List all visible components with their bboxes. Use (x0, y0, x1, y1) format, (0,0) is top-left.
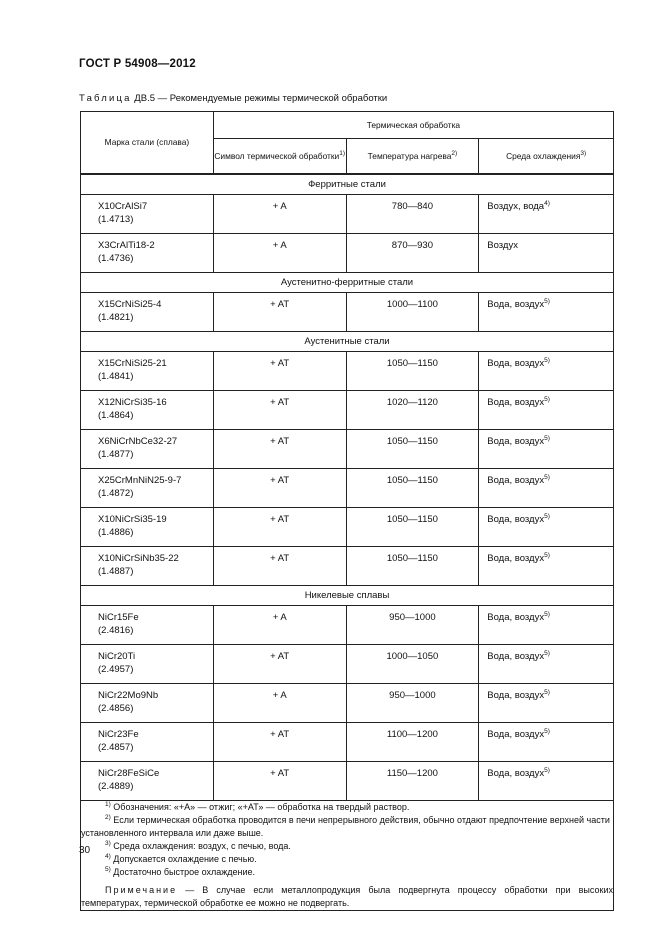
medium-cell (479, 547, 614, 586)
symbol-cell: + AT (213, 430, 346, 469)
table-row (81, 762, 614, 801)
grade-name: X10NiCrSiNb35-22 (98, 553, 179, 564)
group-row (81, 332, 614, 352)
footnote-text: Достаточно быстрое охлаждение. (113, 867, 256, 877)
symbol-cell: + A (213, 234, 346, 273)
group-row (81, 174, 614, 195)
table-caption (79, 93, 387, 104)
footnote (81, 853, 613, 866)
footnote-ref: 5) (544, 689, 550, 696)
footnote-ref: 5) (544, 767, 550, 774)
col-header-medium-text: Среда охлаждения (506, 150, 581, 161)
col-header-symbol-text: Символ термической обработки (214, 150, 340, 161)
table-note (81, 884, 613, 910)
medium-cell (479, 293, 614, 332)
temperature-cell: 1050—1150 (346, 352, 479, 391)
temperature-cell: 950—1000 (346, 684, 479, 723)
footnote (81, 814, 613, 840)
document-header: ГОСТ Р 54908—2012 (79, 58, 196, 70)
medium-cell (479, 391, 614, 430)
medium-text: Вода, воздух (487, 690, 545, 701)
medium-cell (479, 606, 614, 645)
group-title: Ферритные стали (81, 174, 614, 195)
temperature-cell: 1050—1150 (346, 547, 479, 586)
grade-name: X12NiCrSi35-16 (98, 397, 167, 408)
footnote-ref: 5) (544, 611, 550, 618)
medium-text: Вода, воздух (487, 514, 545, 525)
grade-name: X15CrNiSi25-21 (98, 358, 167, 369)
footnote-ref: 2) (451, 149, 458, 157)
symbol-cell: + AT (213, 469, 346, 508)
table-row (81, 195, 614, 234)
grade-name: NiCr28FeSiCe (98, 768, 160, 779)
table-row (81, 430, 614, 469)
symbol-cell: + AT (213, 352, 346, 391)
temperature-cell: 1020—1120 (346, 391, 479, 430)
grade-cell (81, 352, 214, 391)
grade-name: X3CrAlTi18-2 (98, 240, 155, 251)
grade-cell (81, 684, 214, 723)
grade-code: (2.4856) (98, 703, 134, 714)
col-header-temperature (346, 139, 479, 175)
footnote-ref: 5) (544, 435, 550, 442)
footnote-mark: 3) (105, 840, 111, 847)
footnote-ref: 5) (544, 728, 550, 735)
temperature-cell: 1050—1150 (346, 508, 479, 547)
medium-text: Воздух (487, 240, 518, 251)
footnote (81, 866, 613, 879)
heat-treatment-table (80, 111, 614, 911)
symbol-cell: + AT (213, 508, 346, 547)
grade-code: (1.4864) (98, 410, 134, 421)
medium-text: Вода, воздух (487, 436, 545, 447)
footnote (81, 801, 613, 814)
table-row (81, 547, 614, 586)
temperature-cell: 780—840 (346, 195, 479, 234)
grade-code: (2.4857) (98, 742, 134, 753)
grade-cell (81, 293, 214, 332)
grade-cell (81, 508, 214, 547)
medium-cell (479, 195, 614, 234)
group-title: Никелевые сплавы (81, 586, 614, 606)
table-row (81, 469, 614, 508)
grade-cell (81, 430, 214, 469)
col-header-temperature-text: Температура нагрева (367, 150, 452, 161)
temperature-cell: 950—1000 (346, 606, 479, 645)
grade-name: X25CrMnNiN25-9-7 (98, 475, 182, 486)
grade-cell (81, 762, 214, 801)
medium-cell (479, 723, 614, 762)
grade-cell (81, 723, 214, 762)
grade-cell (81, 391, 214, 430)
grade-cell (81, 234, 214, 273)
grade-cell (81, 195, 214, 234)
medium-text: Вода, воздух (487, 612, 545, 623)
medium-text: Вода, воздух (487, 768, 545, 779)
medium-text: Вода, воздух (487, 299, 545, 310)
table-row (81, 645, 614, 684)
grade-name: X15CrNiSi25-4 (98, 299, 162, 310)
symbol-cell: + A (213, 606, 346, 645)
medium-text: Вода, воздух (487, 397, 545, 408)
caption-label: Таблица (79, 93, 132, 104)
medium-cell (479, 684, 614, 723)
footnote-text: Если термическая обработка проводится в печи непрерывного действия, обычно отдают предпочтение верхней части установленного интервала или даже выше. (81, 815, 610, 838)
grade-name: NiCr22Mo9Nb (98, 690, 159, 701)
footnote-text: Допускается охлаждение с печью. (113, 854, 257, 864)
group-row (81, 586, 614, 606)
symbol-cell: + A (213, 684, 346, 723)
temperature-cell: 870—930 (346, 234, 479, 273)
footnote-ref: 1) (339, 149, 346, 157)
footnote-text: Обозначения: «+А» — отжиг; «+АТ» — обработка на твердый раствор. (113, 802, 410, 812)
grade-cell (81, 547, 214, 586)
symbol-cell: + AT (213, 645, 346, 684)
note-text: — В случае если металлопродукция была подвергнута процессу обработки при высоких температурах, термической обработке ее можно не подвергать. (81, 885, 613, 908)
grade-code: (1.4887) (98, 566, 134, 577)
medium-text: Вода, воздух (487, 729, 545, 740)
medium-text: Вода, воздух (487, 553, 545, 564)
footnote-ref: 5) (544, 650, 550, 657)
footnotes (81, 801, 613, 879)
medium-cell (479, 430, 614, 469)
footnote-ref: 5) (544, 513, 550, 520)
medium-cell (479, 234, 614, 273)
temperature-cell: 1050—1150 (346, 430, 479, 469)
table-row (81, 234, 614, 273)
temperature-cell: 1100—1200 (346, 723, 479, 762)
symbol-cell: + AT (213, 547, 346, 586)
grade-name: X6NiCrNbCe32-27 (98, 436, 178, 447)
grade-name: NiCr15Fe (98, 612, 139, 623)
table-row (81, 352, 614, 391)
grade-name: X10NiCrSi35-19 (98, 514, 167, 525)
group-title: Аустенитные стали (81, 332, 614, 352)
medium-text: Вода, воздух (487, 475, 545, 486)
group-title: Аустенитно-ферритные стали (81, 273, 614, 293)
caption-title: — Рекомендуемые режимы термической обработки (157, 93, 388, 104)
medium-text: Вода, воздух (487, 358, 545, 369)
grade-code: (2.4957) (98, 664, 134, 675)
symbol-cell: + AT (213, 391, 346, 430)
grade-code: (1.4841) (98, 371, 134, 382)
page-number: 30 (79, 845, 91, 856)
table-row (81, 391, 614, 430)
grade-cell (81, 606, 214, 645)
note-label: Примечание (105, 885, 178, 895)
temperature-cell: 1150—1200 (346, 762, 479, 801)
grade-name: X10CrAlSi7 (98, 201, 148, 212)
col-header-medium (479, 139, 614, 175)
medium-cell (479, 352, 614, 391)
col-header-grade: Марка стали (сплава) (81, 112, 214, 175)
symbol-cell: + AT (213, 293, 346, 332)
medium-cell (479, 762, 614, 801)
grade-code: (1.4713) (98, 214, 134, 225)
footnote-ref: 5) (544, 396, 550, 403)
grade-name: NiCr23Fe (98, 729, 139, 740)
grade-code: (1.4886) (98, 527, 134, 538)
table-row (81, 293, 614, 332)
col-header-group: Термическая обработка (213, 112, 613, 139)
footnote-text: Среда охлаждения: воздух, с печью, вода. (113, 841, 291, 851)
table-row (81, 723, 614, 762)
symbol-cell: + A (213, 195, 346, 234)
footnote-ref: 5) (544, 298, 550, 305)
footnote-mark: 4) (105, 853, 111, 860)
temperature-cell: 1050—1150 (346, 469, 479, 508)
footnote-mark: 1) (105, 801, 111, 808)
grade-cell (81, 469, 214, 508)
medium-cell (479, 469, 614, 508)
table-notes (81, 801, 614, 911)
table-row (81, 684, 614, 723)
medium-cell (479, 645, 614, 684)
grade-cell (81, 645, 214, 684)
grade-code: (1.4821) (98, 312, 134, 323)
grade-code: (2.4816) (98, 625, 134, 636)
caption-number: ДВ.5 (134, 93, 155, 104)
footnote-ref: 4) (544, 200, 550, 207)
grade-code: (1.4736) (98, 253, 134, 264)
footnote-ref: 5) (544, 474, 550, 481)
group-row (81, 273, 614, 293)
medium-text: Воздух, вода (487, 201, 545, 212)
grade-code: (2.4889) (98, 781, 134, 792)
footnote-ref: 5) (544, 552, 550, 559)
medium-cell (479, 508, 614, 547)
temperature-cell: 1000—1050 (346, 645, 479, 684)
footnote-ref: 3) (580, 149, 587, 157)
symbol-cell: + AT (213, 723, 346, 762)
table-row (81, 508, 614, 547)
footnote-mark: 2) (105, 814, 111, 821)
temperature-cell: 1000—1100 (346, 293, 479, 332)
grade-name: NiCr20Ti (98, 651, 136, 662)
footnote-mark: 5) (105, 866, 111, 873)
col-header-symbol (213, 139, 346, 175)
symbol-cell: + AT (213, 762, 346, 801)
grade-code: (1.4877) (98, 449, 134, 460)
footnote-ref: 5) (544, 357, 550, 364)
grade-code: (1.4872) (98, 488, 134, 499)
footnote (81, 840, 613, 853)
table-row (81, 606, 614, 645)
medium-text: Вода, воздух (487, 651, 545, 662)
